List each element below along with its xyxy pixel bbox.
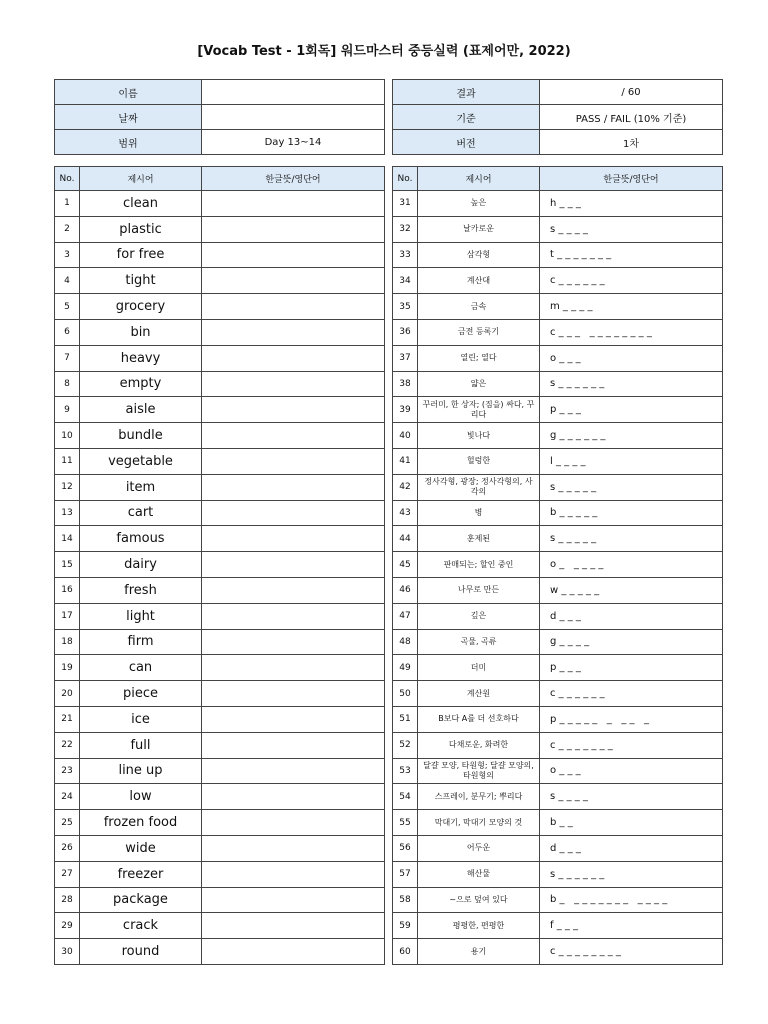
answer-field[interactable]: c _ _ _ _ _ _ _ _	[540, 939, 723, 965]
prompt-word: 스프레이, 분무기; 뿌리다	[418, 784, 540, 810]
answer-field[interactable]: s _ _ _ _ _ _	[540, 371, 723, 397]
answer-field[interactable]	[202, 835, 385, 861]
prompt-word: 달걀 모양, 타원형; 달걀 모양의, 타원형의	[418, 758, 540, 784]
table-row	[55, 732, 385, 758]
name-label: 이름	[55, 80, 202, 105]
row-number: 5	[55, 294, 80, 320]
row-number: 58	[393, 887, 418, 913]
row-number: 32	[393, 216, 418, 242]
table-row	[393, 500, 723, 526]
row-number: 49	[393, 655, 418, 681]
info-table-right	[392, 79, 723, 155]
row-number: 59	[393, 913, 418, 939]
answer-field[interactable]: f _ _ _	[540, 913, 723, 939]
row-number: 37	[393, 345, 418, 371]
row-number: 16	[55, 577, 80, 603]
prompt-word: 빛나다	[418, 423, 540, 449]
answer-field[interactable]: p _ _ _	[540, 655, 723, 681]
prompt-word: frozen food	[80, 810, 202, 836]
table-row	[393, 861, 723, 887]
table-row	[393, 319, 723, 345]
prompt-word: ice	[80, 706, 202, 732]
name-field[interactable]	[202, 80, 385, 105]
table-row	[55, 191, 385, 217]
row-number: 10	[55, 423, 80, 449]
table-row	[393, 835, 723, 861]
row-number: 15	[55, 552, 80, 578]
row-number: 7	[55, 345, 80, 371]
row-number: 14	[55, 526, 80, 552]
table-row	[393, 552, 723, 578]
table-row	[393, 655, 723, 681]
row-number: 25	[55, 810, 80, 836]
prompt-word: 어두운	[418, 835, 540, 861]
prompt-word: bundle	[80, 423, 202, 449]
prompt-word: can	[80, 655, 202, 681]
prompt-word: B보다 A를 더 선호하다	[418, 706, 540, 732]
prompt-word: 꾸러미, 한 상자; (짐을) 싸다, 꾸리다	[418, 397, 540, 423]
answer-field[interactable]	[202, 629, 385, 655]
answer-field[interactable]	[202, 939, 385, 965]
row-number: 30	[55, 939, 80, 965]
table-row	[55, 913, 385, 939]
vocab-table-right	[392, 166, 723, 965]
prompt-word: 날카로운	[418, 216, 540, 242]
page-title: [Vocab Test - 1회독] 워드마스터 중등실력 (표제어만, 2022)	[197, 44, 571, 59]
table-row	[55, 681, 385, 707]
row-number: 21	[55, 706, 80, 732]
row-number: 38	[393, 371, 418, 397]
prompt-word: 해산물	[418, 861, 540, 887]
prompt-word: freezer	[80, 861, 202, 887]
prompt-word: 열린; 열다	[418, 345, 540, 371]
table-row	[55, 861, 385, 887]
answer-field[interactable]	[202, 526, 385, 552]
answer-field[interactable]: p _ _ _ _ _ _ _ _ _	[540, 706, 723, 732]
answer-field[interactable]: c _ _ _ _ _ _	[540, 268, 723, 294]
table-row	[393, 268, 723, 294]
answer-field[interactable]: l _ _ _ _	[540, 448, 723, 474]
table-row	[55, 810, 385, 836]
row-number: 19	[55, 655, 80, 681]
answer-field[interactable]: s _ _ _ _	[540, 216, 723, 242]
row-number: 51	[393, 706, 418, 732]
prompt-word: piece	[80, 681, 202, 707]
version-value: 1차	[540, 130, 723, 155]
answer-field[interactable]	[202, 500, 385, 526]
prompt-word: 정사각형, 광장; 정사각형의, 사각의	[418, 474, 540, 500]
answer-field[interactable]	[202, 319, 385, 345]
prompt-word: firm	[80, 629, 202, 655]
prompt-word: 용기	[418, 939, 540, 965]
table-row	[55, 242, 385, 268]
row-number: 33	[393, 242, 418, 268]
date-field[interactable]	[202, 105, 385, 130]
prompt-word: 평평한, 편평한	[418, 913, 540, 939]
prompt-word: crack	[80, 913, 202, 939]
row-number: 40	[393, 423, 418, 449]
row-number: 31	[393, 191, 418, 217]
prompt-word: 금속	[418, 294, 540, 320]
table-row	[55, 319, 385, 345]
row-number: 43	[393, 500, 418, 526]
table-row	[393, 810, 723, 836]
col-header-answer: 한글뜻/영단어	[540, 167, 723, 191]
row-number: 26	[55, 835, 80, 861]
row-number: 36	[393, 319, 418, 345]
row-number: 50	[393, 681, 418, 707]
table-row	[55, 552, 385, 578]
answer-field[interactable]	[202, 423, 385, 449]
table-row	[55, 294, 385, 320]
table-row	[393, 216, 723, 242]
table-row	[55, 835, 385, 861]
prompt-word: cart	[80, 500, 202, 526]
table-row	[393, 345, 723, 371]
table-row	[393, 629, 723, 655]
row-number: 60	[393, 939, 418, 965]
table-row	[55, 577, 385, 603]
answer-field[interactable]: o _ _ _	[540, 758, 723, 784]
prompt-word: 막대기, 막대기 모양의 것	[418, 810, 540, 836]
table-row	[393, 784, 723, 810]
row-number: 23	[55, 758, 80, 784]
table-row	[55, 887, 385, 913]
table-row	[55, 526, 385, 552]
table-row	[393, 758, 723, 784]
answer-field[interactable]: s _ _ _ _ _	[540, 526, 723, 552]
table-row	[393, 423, 723, 449]
result-label: 결과	[393, 80, 540, 105]
answer-field[interactable]: h _ _ _	[540, 191, 723, 217]
answer-field[interactable]: s _ _ _ _ _ _	[540, 861, 723, 887]
prompt-word: item	[80, 474, 202, 500]
col-header-word: 제시어	[418, 167, 540, 191]
table-row	[55, 448, 385, 474]
table-row	[393, 706, 723, 732]
row-number: 54	[393, 784, 418, 810]
row-number: 9	[55, 397, 80, 423]
answer-field[interactable]	[202, 758, 385, 784]
prompt-word: line up	[80, 758, 202, 784]
table-row	[393, 732, 723, 758]
row-number: 6	[55, 319, 80, 345]
answer-field[interactable]: o _ _ _ _ _	[540, 552, 723, 578]
row-number: 12	[55, 474, 80, 500]
col-header-no: No.	[393, 167, 418, 191]
prompt-word: 판매되는; 할인 중인	[418, 552, 540, 578]
prompt-word: 더미	[418, 655, 540, 681]
table-row	[393, 939, 723, 965]
answer-field[interactable]: c _ _ _ _ _ _ _	[540, 732, 723, 758]
criteria-value: PASS / FAIL (10% 기준)	[540, 105, 723, 130]
row-number: 55	[393, 810, 418, 836]
answer-field[interactable]: b _ _ _ _ _	[540, 500, 723, 526]
prompt-word: grocery	[80, 294, 202, 320]
answer-field[interactable]: g _ _ _ _	[540, 629, 723, 655]
prompt-word: for free	[80, 242, 202, 268]
answer-field[interactable]	[202, 577, 385, 603]
criteria-label: 기준	[393, 105, 540, 130]
answer-field[interactable]	[202, 216, 385, 242]
row-number: 3	[55, 242, 80, 268]
prompt-word: 계산대	[418, 268, 540, 294]
answer-field[interactable]: s _ _ _ _	[540, 784, 723, 810]
row-number: 22	[55, 732, 80, 758]
answer-field[interactable]	[202, 448, 385, 474]
answer-field[interactable]	[202, 268, 385, 294]
answer-field[interactable]	[202, 784, 385, 810]
answer-field[interactable]	[202, 552, 385, 578]
row-number: 17	[55, 603, 80, 629]
answer-field[interactable]	[202, 345, 385, 371]
row-number: 18	[55, 629, 80, 655]
row-number: 41	[393, 448, 418, 474]
table-row	[55, 268, 385, 294]
answer-field[interactable]	[202, 732, 385, 758]
table-row	[55, 500, 385, 526]
answer-field[interactable]	[202, 810, 385, 836]
row-number: 27	[55, 861, 80, 887]
table-row	[393, 913, 723, 939]
prompt-word: 훈제된	[418, 526, 540, 552]
table-row	[393, 526, 723, 552]
prompt-word: 높은	[418, 191, 540, 217]
row-number: 4	[55, 268, 80, 294]
row-number: 42	[393, 474, 418, 500]
version-label: 버전	[393, 130, 540, 155]
row-number: 48	[393, 629, 418, 655]
answer-field[interactable]: b _ _ _ _ _ _ _ _ _ _ _ _	[540, 887, 723, 913]
answer-field[interactable]	[202, 706, 385, 732]
table-row	[393, 371, 723, 397]
prompt-word: 계산원	[418, 681, 540, 707]
prompt-word: round	[80, 939, 202, 965]
table-row	[393, 242, 723, 268]
table-row	[55, 629, 385, 655]
answer-field[interactable]: p _ _ _	[540, 397, 723, 423]
prompt-word: ~으로 덮여 있다	[418, 887, 540, 913]
row-number: 24	[55, 784, 80, 810]
prompt-word: 병	[418, 500, 540, 526]
table-row	[55, 216, 385, 242]
col-header-answer: 한글뜻/영단어	[202, 167, 385, 191]
row-number: 2	[55, 216, 80, 242]
row-number: 46	[393, 577, 418, 603]
table-row	[393, 887, 723, 913]
prompt-word: 삼각형	[418, 242, 540, 268]
row-number: 35	[393, 294, 418, 320]
answer-field[interactable]	[202, 603, 385, 629]
prompt-word: 얇은	[418, 371, 540, 397]
table-row	[55, 758, 385, 784]
answer-field[interactable]: c _ _ _ _ _ _ _ _ _ _ _	[540, 319, 723, 345]
table-row	[393, 294, 723, 320]
prompt-word: heavy	[80, 345, 202, 371]
table-row	[393, 397, 723, 423]
table-row	[393, 681, 723, 707]
table-row	[55, 371, 385, 397]
answer-field[interactable]: d _ _ _	[540, 603, 723, 629]
prompt-word: wide	[80, 835, 202, 861]
result-value[interactable]: / 60	[540, 80, 723, 105]
prompt-word: full	[80, 732, 202, 758]
row-number: 44	[393, 526, 418, 552]
prompt-word: 나무로 만든	[418, 577, 540, 603]
prompt-word: 금전 등록기	[418, 319, 540, 345]
prompt-word: famous	[80, 526, 202, 552]
answer-field[interactable]	[202, 294, 385, 320]
row-number: 13	[55, 500, 80, 526]
answer-field[interactable]	[202, 371, 385, 397]
row-number: 34	[393, 268, 418, 294]
table-row	[393, 577, 723, 603]
table-row	[55, 423, 385, 449]
table-row	[55, 397, 385, 423]
table-row	[55, 706, 385, 732]
answer-field[interactable]	[202, 191, 385, 217]
answer-field[interactable]	[202, 242, 385, 268]
answer-field[interactable]: g _ _ _ _ _ _	[540, 423, 723, 449]
prompt-word: dairy	[80, 552, 202, 578]
row-number: 1	[55, 191, 80, 217]
row-number: 8	[55, 371, 80, 397]
table-row	[393, 474, 723, 500]
prompt-word: low	[80, 784, 202, 810]
vocab-table-left	[54, 166, 385, 965]
answer-field[interactable]	[202, 887, 385, 913]
table-row	[55, 655, 385, 681]
row-number: 52	[393, 732, 418, 758]
date-label: 날짜	[55, 105, 202, 130]
prompt-word: package	[80, 887, 202, 913]
row-number: 53	[393, 758, 418, 784]
table-row	[55, 603, 385, 629]
row-number: 47	[393, 603, 418, 629]
info-table-left	[54, 79, 385, 155]
table-row	[55, 474, 385, 500]
prompt-word: 헐렁한	[418, 448, 540, 474]
row-number: 56	[393, 835, 418, 861]
prompt-word: clean	[80, 191, 202, 217]
answer-field[interactable]: b _ _	[540, 810, 723, 836]
prompt-word: 다채로운, 화려한	[418, 732, 540, 758]
table-row	[393, 603, 723, 629]
answer-field[interactable]: s _ _ _ _ _	[540, 474, 723, 500]
answer-field[interactable]: w _ _ _ _ _	[540, 577, 723, 603]
answer-field[interactable]: c _ _ _ _ _ _	[540, 681, 723, 707]
answer-field[interactable]: d _ _ _	[540, 835, 723, 861]
answer-field[interactable]	[202, 681, 385, 707]
range-value: Day 13~14	[202, 130, 385, 155]
row-number: 57	[393, 861, 418, 887]
answer-field[interactable]: m _ _ _ _	[540, 294, 723, 320]
col-header-no: No.	[55, 167, 80, 191]
answer-field[interactable]	[202, 861, 385, 887]
prompt-word: fresh	[80, 577, 202, 603]
answer-field[interactable]: t _ _ _ _ _ _ _	[540, 242, 723, 268]
range-label: 범위	[55, 130, 202, 155]
prompt-word: bin	[80, 319, 202, 345]
prompt-word: tight	[80, 268, 202, 294]
prompt-word: empty	[80, 371, 202, 397]
row-number: 20	[55, 681, 80, 707]
table-row	[55, 345, 385, 371]
answer-field[interactable]	[202, 397, 385, 423]
row-number: 28	[55, 887, 80, 913]
table-row	[393, 448, 723, 474]
prompt-word: vegetable	[80, 448, 202, 474]
table-row	[55, 939, 385, 965]
row-number: 29	[55, 913, 80, 939]
row-number: 39	[393, 397, 418, 423]
prompt-word: 곡물, 곡류	[418, 629, 540, 655]
row-number: 45	[393, 552, 418, 578]
table-row	[55, 784, 385, 810]
prompt-word: light	[80, 603, 202, 629]
table-row	[393, 191, 723, 217]
row-number: 11	[55, 448, 80, 474]
col-header-word: 제시어	[80, 167, 202, 191]
prompt-word: 깊은	[418, 603, 540, 629]
prompt-word: plastic	[80, 216, 202, 242]
answer-field[interactable]: o _ _ _	[540, 345, 723, 371]
answer-field[interactable]	[202, 913, 385, 939]
prompt-word: aisle	[80, 397, 202, 423]
answer-field[interactable]	[202, 655, 385, 681]
answer-field[interactable]	[202, 474, 385, 500]
